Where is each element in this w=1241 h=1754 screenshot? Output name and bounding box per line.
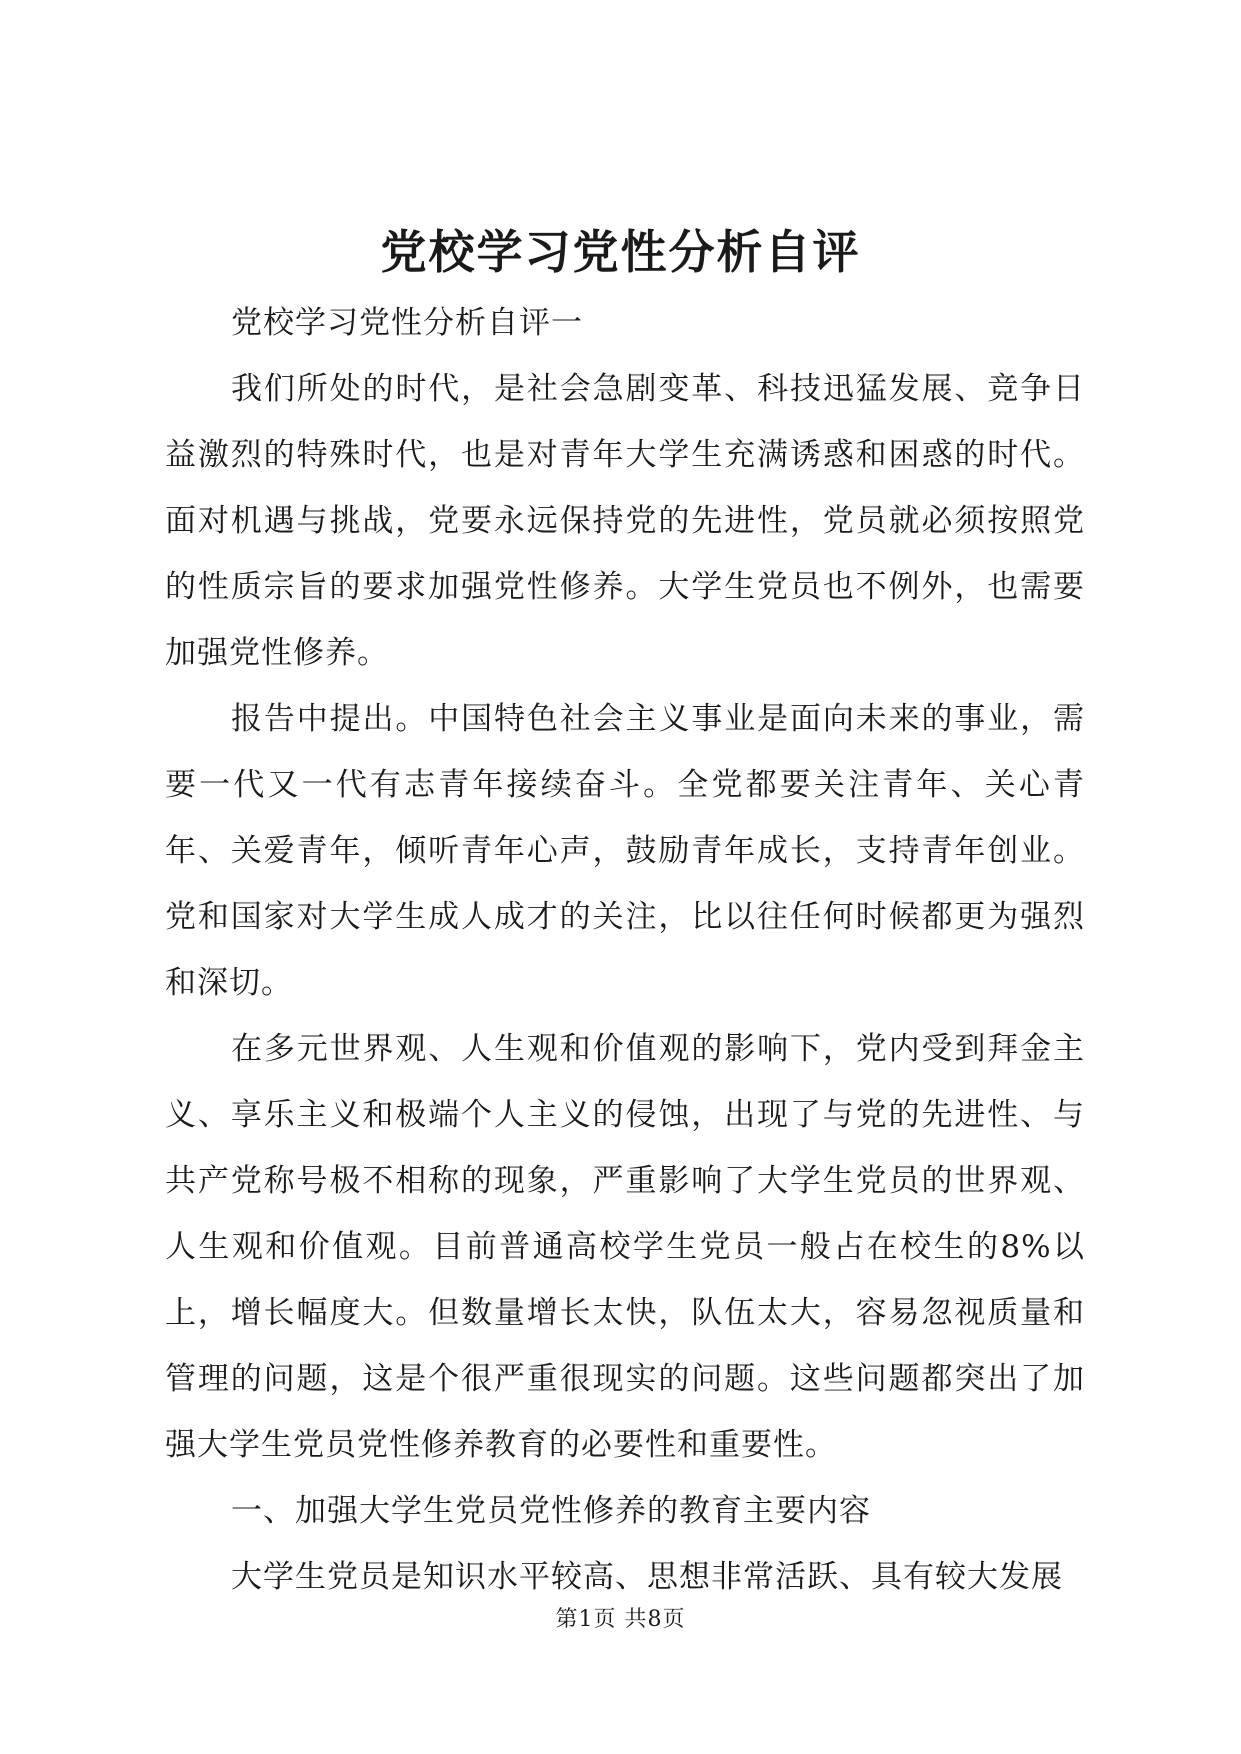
paragraph-era: 我们所处的时代，是社会急剧变革、科技迅猛发展、竞争日益激烈的特殊时代，也是对青年大学生充满诱惑和困惑的时代。面对机遇与挑战，党要永远保持党的先进性，党员就必须按照党的性质宗旨的要求加强党性修养。大学生党员也不例外，也需要加强党性修养。 [165, 371, 1085, 671]
page-number-footer: 第1页 共8页 [555, 1607, 686, 1632]
paragraph-subtitle: 党校学习党性分析自评一 [231, 305, 583, 341]
section-heading-1: 一、加强大学生党员党性修养的教育主要内容 [231, 1493, 871, 1529]
document-title: 党校学习党性分析自评 [380, 225, 861, 279]
document-body [165, 290, 1085, 1610]
paragraph-students: 大学生党员是知识水平较高、思想非常活跃、具有较大发展 [231, 1559, 1063, 1595]
paragraph-worldview: 在多元世界观、人生观和价值观的影响下，党内受到拜金主义、享乐主义和极端个人主义的侵蚀，出现了与党的先进性、与共产党称号极不相称的现象，严重影响了大学生党员的世界观、人生观和价值观。目前普通高校学生党员一般占在校生的8%以上，增长幅度大。但数量增长太快，队伍太大，容易忽视质量和管理的问题，这是个很严重很现实的问题。这些问题都突出了加强大学生党员党性修养教育的必要性和重要性。 [165, 1031, 1085, 1463]
paragraph-report: 报告中提出。中国特色社会主义事业是面向未来的事业，需要一代又一代有志青年接续奋斗。全党都要关注青年、关心青年、关爱青年，倾听青年心声，鼓励青年成长，支持青年创业。党和国家对大学生成人成才的关注，比以往任何时候都更为强烈和深切。 [165, 701, 1085, 1001]
